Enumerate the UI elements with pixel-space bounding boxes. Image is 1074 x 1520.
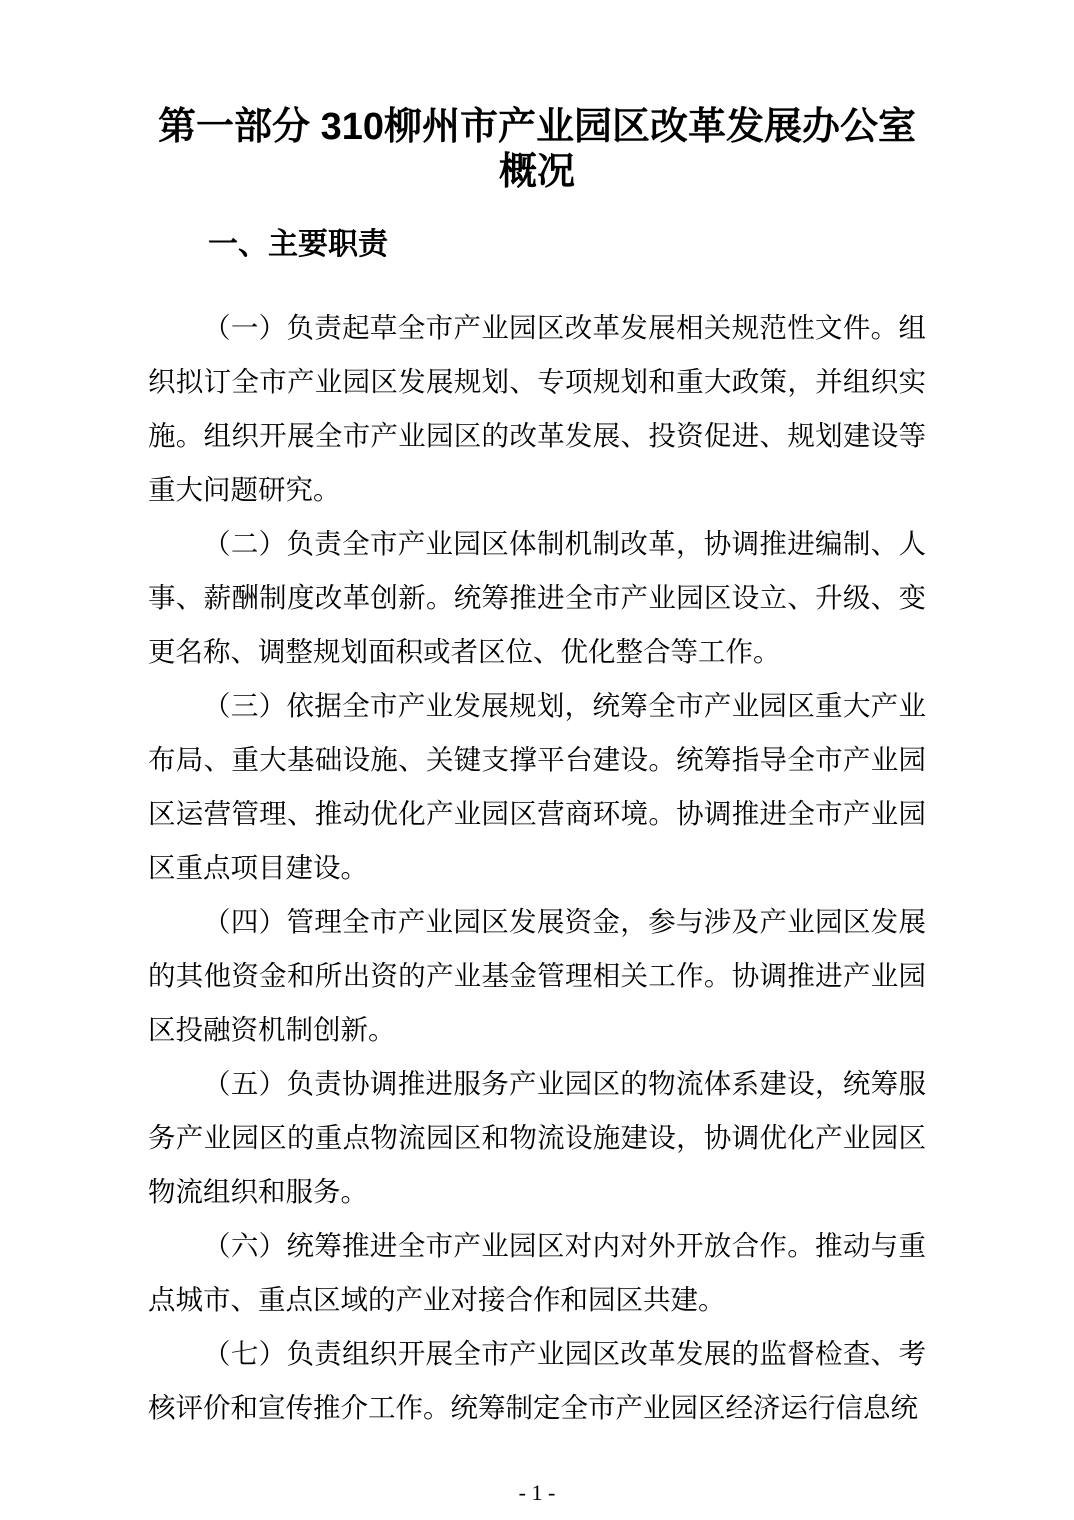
- document-title: 第一部分 310柳州市产业园区改革发展办公室概况: [158, 106, 916, 193]
- paragraph-3: （三）依据全市产业发展规划，统筹全市产业园区重大产业布局、重大基础设施、关键支撑平台建设。统筹指导全市产业园区运营管理、推动优化产业园区营商环境。协调推进全市产业园区重点项目建设。: [148, 690, 926, 883]
- page-number: - 1 -: [518, 1480, 556, 1505]
- paragraph-7: （七）负责组织开展全市产业园区改革发展的监督检查、考核评价和宣传推介工作。统筹制定全市产业园区经济运行信息统: [148, 1338, 926, 1423]
- paragraph-4: （四）管理全市产业园区发展资金，参与涉及产业园区发展的其他资金和所出资的产业基金管理相关工作。协调推进产业园区投融资机制创新。: [148, 906, 926, 1045]
- paragraph-2: （二）负责全市产业园区体制机制改革，协调推进编制、人事、薪酬制度改革创新。统筹推进全市产业园区设立、升级、变更名称、调整规划面积或者区位、优化整合等工作。: [148, 528, 926, 667]
- paragraph-1: （一）负责起草全市产业园区改革发展相关规范性文件。组织拟订全市产业园区发展规划、专项规划和重大政策，并组织实施。组织开展全市产业园区的改革发展、投资促进、规划建设等重大问题研究。: [148, 312, 926, 505]
- document-body: [148, 301, 926, 1435]
- document-content: [148, 105, 926, 1435]
- paragraph-5: （五）负责协调推进服务产业园区的物流体系建设，统筹服务产业园区的重点物流园区和物流设施建设，协调优化产业园区物流组织和服务。: [148, 1068, 926, 1207]
- section-heading: 一、主要职责: [208, 228, 388, 261]
- paragraph-6: （六）统筹推进全市产业园区对内对外开放合作。推动与重点城市、重点区域的产业对接合作和园区共建。: [148, 1230, 926, 1315]
